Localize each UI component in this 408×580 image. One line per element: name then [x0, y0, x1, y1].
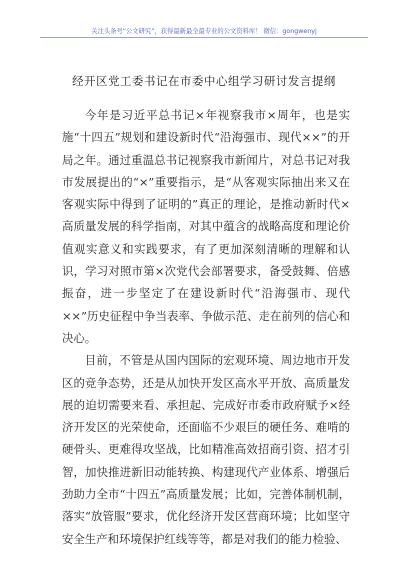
- paragraph-1: 今年是习近平总书记×年视察我市×周年，也是实施“十四五”规划和建设新时代“沿海强市、现代××”的开局之年。通过重温总书记视察我市新闻片，对总书记对我市发展提出的“×”重要指示，是“从客观实际抽出来又在客观实际中得到了证明的”真正的理论，是推动新时代×高质量发展的科学指南，对其中蕴含的战略高度和理论价值观实意义和实践要求，有了更加深刻清晰的理解和认识，学习对照市第×次党代会部署要求，备受鼓舞、倍感振奋，进一步坚定了在建设新时代“沿海强市、现代××”历史征程中争当表率、争做示范、走在前列的信心和决心。: [62, 108, 350, 345]
- banner-divider: [40, 37, 368, 38]
- promo-banner: 关注头条号“公文研究”，获得最新最全最专业的公文资料库！ 微信：gongwenyj: [91, 28, 317, 35]
- document-body: [62, 104, 350, 550]
- paragraph-2: 目前，不管是从国内国际的宏观环境、周边地市开发区的竞争态势，还是从加快开发区高水平开放、高质量发展的迫切需要来看、承担起、完成好市委市政府赋予×经济开发区的光荣使命，还面临不少艰巨的硬任务、难啃的硬骨头、更难得攻坚战，比如精准高效招商引资、招才引智，加快推进新旧动能转换、构建现代产业体系、增强后劲助力全市“十四五”高质量发展；比如，完善体制机制，落实“放管服”要求，优化经济开发区营商环境；比如坚守安全生产和环境保护红线等等，都是对我们的能力检验、: [62, 353, 350, 546]
- document-title: 经开区党工委书记在市委中心组学习研讨发言提纲: [72, 74, 336, 88]
